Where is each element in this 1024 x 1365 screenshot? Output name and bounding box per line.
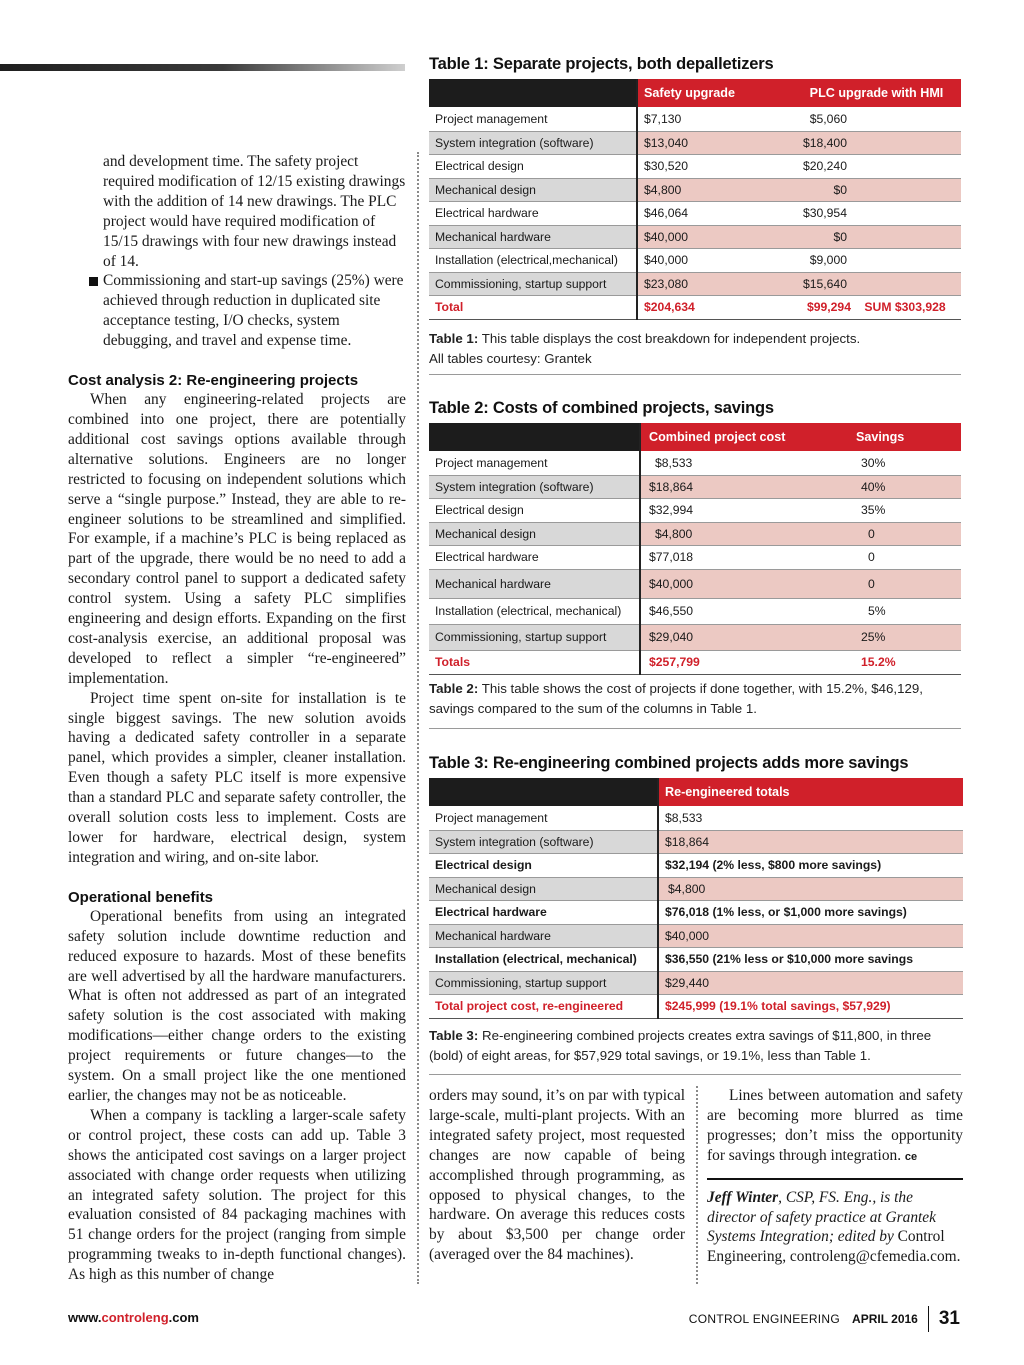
paragraph-closing: [707, 1086, 963, 1168]
table1-caption: [429, 329, 961, 369]
table-cell: 30%: [850, 451, 961, 475]
table-total-row: [429, 994, 963, 1018]
table-cell: $76,018 (1% less, or $1,000 more savings): [658, 900, 963, 924]
caption-label: Table 1:: [429, 331, 479, 346]
paragraph: Operational benefits from using an integrated safety solution include downtime reduction and reduced exposure to hazards. Most of these benefits are well advertised by all the hardware manufacturers. What is often not addressed as part of an integrated safety solution is the cost associated with making modifications—either change orders to the existing project requirements or future changes—to the system. On a small project like the one mentioned earlier, the changes may not be as noticeable.: [68, 907, 406, 1104]
total-cell: [792, 295, 961, 319]
table-cell: System integration (software): [429, 830, 658, 853]
table-cell: Electrical design: [429, 154, 637, 178]
caption-text: This table shows the cost of projects if done together, with 15.2%, $46,129, savings compared to the sum of the columns in Table 1.: [429, 681, 923, 716]
table-row: [429, 248, 961, 272]
table2-caption: [429, 679, 961, 719]
table1-title: Table 1: Separate projects, both depalletizers: [429, 55, 774, 73]
table-row: [429, 971, 963, 994]
table-cell: System integration (software): [429, 475, 640, 498]
left-column: [68, 152, 406, 1285]
paragraph: Project time spent on-site for installation is te single biggest savings. The new solution avoids having a dedicated safety controller in a separate panel, which provides a simpler, cleaner installation. Even though a safety PLC itself is more expensive than a standard PLC and separate safety controller, the overall solution costs less to implement. Costs are lower for hardware, electrical design, system integration and wiring, and on-site labor.: [68, 689, 406, 866]
closing-text: Lines between automation and safety are becoming more blurred as time progresses; don’t miss the opportunity for savings through integration.: [707, 1087, 963, 1164]
editor-name: Control: [897, 1228, 945, 1246]
table-cell: $0: [792, 225, 961, 248]
table-cell: $40,000: [658, 924, 963, 947]
table-cell: $15,640: [792, 272, 961, 295]
table-cell: Electrical hardware: [429, 545, 640, 569]
footer-url[interactable]: [68, 1310, 199, 1325]
table-cell: Project management: [429, 806, 658, 830]
paragraph: When a company is tackling a larger-scale safety or control project, these costs can add up. Table 3 shows the anticipated cost savings on a larger project associated with change order requests when utilizing an integrated safety solution. The project for this evaluation consisted of 84 packaging machines with 51 change orders for the project (ranging from simple programming tweaks to in-depth functional changes). As high as this number of change: [68, 1106, 406, 1284]
table-row: [429, 924, 963, 947]
header-cell: [429, 79, 637, 107]
header-cell: Combined project cost: [640, 423, 850, 451]
table-cell: 0: [850, 522, 961, 545]
total-cell: $257,799: [640, 650, 850, 674]
table-cell: $77,018: [640, 545, 850, 569]
table-cell: Installation (electrical, mechanical): [429, 598, 640, 624]
table-cell: Electrical hardware: [429, 900, 658, 924]
page-number: 31: [938, 1308, 960, 1329]
caption-label: Table 2:: [429, 681, 479, 696]
paragraph: orders may sound, it’s on par with typical large-scale, multi-plant projects. With an integrated safety project, most requested changes are now capable of being accomplished through programming, as opposed to physical changes, to the hardware. On average this reduces costs by about $3,500 per change order (averaged over the 84 machines).: [429, 1087, 685, 1264]
column-divider: [696, 1086, 698, 1284]
table3: [429, 778, 963, 1019]
table-cell: Installation (electrical, mechanical): [429, 947, 658, 971]
table-cell: Project management: [429, 451, 640, 475]
total-value: $99,294: [806, 300, 851, 314]
footer-folio: [689, 1306, 960, 1332]
table-cell: $9,000: [792, 248, 961, 272]
table-cell: 0: [850, 569, 961, 598]
table-cell: Mechanical hardware: [429, 569, 640, 598]
table-cell: $46,550: [640, 598, 850, 624]
table-cell: $18,864: [658, 830, 963, 853]
total-label: Totals: [429, 650, 640, 674]
url-prefix: www.: [68, 1310, 102, 1325]
table-cell: $4,800: [658, 877, 963, 900]
table-cell: Commissioning, startup support: [429, 624, 640, 650]
table-row: [429, 947, 963, 971]
table-cell: $8,533: [640, 451, 850, 475]
table-cell: 40%: [850, 475, 961, 498]
url-suffix: .com: [168, 1310, 199, 1325]
table-row: [429, 522, 961, 545]
issue-date: APRIL 2016: [852, 1312, 918, 1326]
total-cell: 15.2%: [850, 650, 961, 674]
paragraph-continued: and development time. The safety project required modification of 12/15 existing drawings with the addition of 14 new drawings. The PLC project would have required modification of 15/15 drawings with four new drawings instead of 14.: [103, 153, 406, 270]
table-cell: System integration (software): [429, 131, 637, 154]
table-row: [429, 877, 963, 900]
table-header-row: [429, 778, 963, 806]
table-cell: $40,000: [637, 248, 792, 272]
author-name: Jeff Winter: [707, 1188, 779, 1206]
table-cell: Commissioning, startup support: [429, 272, 637, 295]
table-cell: $23,080: [637, 272, 792, 295]
caption-text: This table displays the cost breakdown for independent projects.: [478, 331, 861, 346]
table-cell: Electrical hardware: [429, 201, 637, 225]
table-cell: Project management: [429, 107, 637, 131]
magazine-name: CONTROL ENGINEERING: [688, 1312, 841, 1326]
table-row: [429, 178, 961, 201]
table-row: [429, 475, 961, 498]
table-cell: $40,000: [637, 225, 792, 248]
table-cell: Mechanical design: [429, 522, 640, 545]
header-cell: PLC upgrade with HMI: [792, 79, 961, 107]
author-description: , CSP, FS. Eng., is the director of safety practice at Grantek Systems Integration; edited by: [707, 1188, 936, 1246]
header-rule: [0, 64, 405, 71]
table-row: [429, 598, 961, 624]
table-cell: Installation (electrical,mechanical): [429, 248, 637, 272]
table-cell: $7,130: [637, 107, 792, 131]
table-cell: $46,064: [637, 201, 792, 225]
divider: [429, 1074, 961, 1075]
table-cell: $32,994: [640, 498, 850, 522]
table-row: [429, 900, 963, 924]
table-cell: Commissioning, startup support: [429, 971, 658, 994]
total-cell: $245,999 (19.1% total savings, $57,929): [658, 994, 963, 1018]
table-row: [429, 853, 963, 877]
table3-caption: [429, 1026, 961, 1066]
heading-operational-benefits: Operational benefits: [68, 888, 214, 906]
total-sum: SUM $303,928: [864, 300, 946, 314]
table-cell: $0: [792, 178, 961, 201]
right-column: [707, 1086, 963, 1267]
caption-text: Re-engineering combined projects creates extra savings of $11,800, in three (bold) of eight areas, for $57,929 total savings, or 19.1%, less than Table 1.: [429, 1028, 932, 1063]
header-cell: [429, 778, 658, 806]
bio-rule: [707, 1178, 963, 1180]
table-cell: $29,040: [640, 624, 850, 650]
table1: [429, 79, 961, 320]
table-row: [429, 624, 961, 650]
table-row: [429, 451, 961, 475]
paragraph: When any engineering-related projects are combined into one project, there are potentially additional cost savings options available through alternative solutions. Engineers are no longer restricted to focusing on independent solutions which serve a “single purpose.” Instead, they are able to re-engineer solutions to be streamlined and simplified. For example, if a machine’s PLC is being replaced as part of the upgrade, there would be no need to add a secondary control panel to support a dedicated safety control system. Using a safety PLC simplifies engineering and design efforts. Expanding on the first cost-analysis exercise, an additional proposal was developed to reflect a simpler “re-engineered” implementation.: [68, 391, 406, 687]
table-cell: Mechanical design: [429, 178, 637, 201]
middle-column: [429, 1086, 685, 1265]
table-cell: Mechanical hardware: [429, 225, 637, 248]
table-cell: Electrical design: [429, 498, 640, 522]
header-cell: Re-engineered totals: [658, 778, 963, 806]
table-cell: 5%: [850, 598, 961, 624]
total-label: Total project cost, re-engineered: [429, 994, 658, 1018]
table-cell: $30,954: [792, 201, 961, 225]
table-cell: $8,533: [658, 806, 963, 830]
table-row: [429, 545, 961, 569]
header-cell: Savings: [850, 423, 961, 451]
table-cell: $18,400: [792, 131, 961, 154]
caption-credit: All tables courtesy: Grantek: [429, 351, 592, 366]
table-header-row: [429, 79, 961, 107]
header-cell: Safety upgrade: [637, 79, 792, 107]
table-row: [429, 272, 961, 295]
table-cell: $5,060: [792, 107, 961, 131]
table-cell: $4,800: [640, 522, 850, 545]
table-cell: Mechanical design: [429, 877, 658, 900]
author-bio: [707, 1188, 963, 1268]
table-cell: $4,800: [637, 178, 792, 201]
header-cell: [429, 423, 640, 451]
total-label: Total: [429, 295, 637, 319]
url-brand: controleng: [101, 1310, 169, 1325]
bullet-square-icon: [89, 277, 98, 286]
table-cell: 25%: [850, 624, 961, 650]
table-row: [429, 201, 961, 225]
table-row: [429, 131, 961, 154]
table-row: [429, 498, 961, 522]
table-cell: 35%: [850, 498, 961, 522]
table-header-row: [429, 423, 961, 451]
heading-cost-analysis-2: Cost analysis 2: Re-engineering projects: [68, 372, 359, 390]
folio-separator: [928, 1306, 929, 1332]
divider: [429, 374, 961, 375]
editor-rest: Engineering, controleng@cfemedia.com.: [707, 1248, 961, 1266]
table-total-row: [429, 650, 961, 674]
table-cell: $13,040: [637, 131, 792, 154]
table-row: [429, 806, 963, 830]
divider: [429, 728, 961, 729]
ce-end-mark: ce: [904, 1150, 918, 1163]
bullet-text: Commissioning and start-up savings (25%) were achieved through reduction in duplicated site acceptance testing, I/O checks, system debugging, and travel and expense time.: [103, 272, 404, 350]
table-row: [429, 569, 961, 598]
table-cell: $29,440: [658, 971, 963, 994]
caption-label: Table 3:: [429, 1028, 479, 1043]
column-divider: [417, 152, 419, 1284]
table-row: [429, 830, 963, 853]
table-total-row: [429, 295, 961, 319]
table-cell: $30,520: [637, 154, 792, 178]
table-cell: $36,550 (21% less or $10,000 more savings: [658, 947, 963, 971]
table-cell: $20,240: [792, 154, 961, 178]
total-cell: $204,634: [637, 295, 792, 319]
table-cell: $18,864: [640, 475, 850, 498]
table-cell: $40,000: [640, 569, 850, 598]
table-cell: 0: [850, 545, 961, 569]
table-row: [429, 154, 961, 178]
table-row: [429, 225, 961, 248]
table3-title: Table 3: Re-engineering combined projects adds more savings: [429, 754, 909, 772]
table2: [429, 423, 961, 675]
table-cell: $32,194 (2% less, $800 more savings): [658, 853, 963, 877]
bullet-commissioning: [68, 271, 406, 351]
table-cell: Mechanical hardware: [429, 924, 658, 947]
table2-title: Table 2: Costs of combined projects, savings: [429, 399, 774, 417]
table-cell: Electrical design: [429, 853, 658, 877]
table-row: [429, 107, 961, 131]
